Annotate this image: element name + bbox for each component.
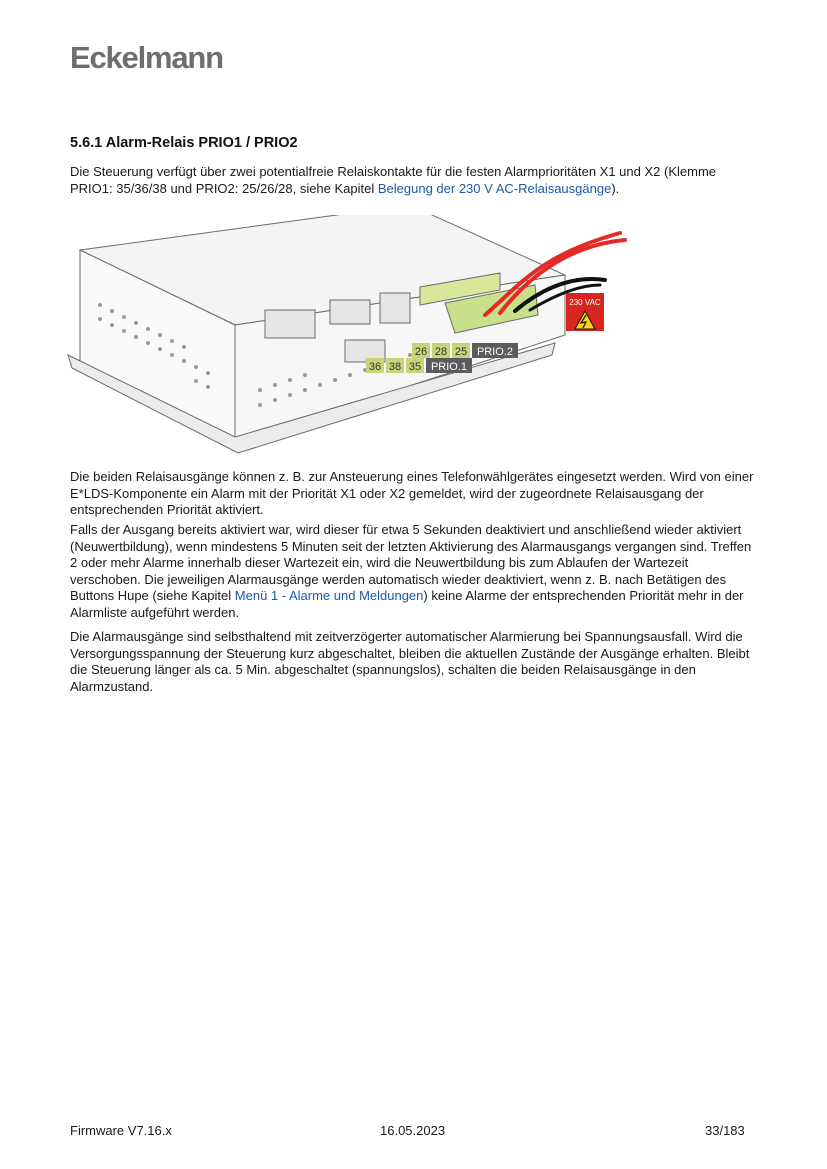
alarm-menu-link[interactable]: Menü 1 - Alarme und Meldungen <box>234 588 424 603</box>
footer-date: 16.05.2023 <box>380 1123 446 1138</box>
reactivation-text-2: ) keine Alarme der entsprechenden Priorität mehr in der Alarmliste aufgeführt werden. <box>70 588 744 620</box>
relay-outputs-link[interactable]: Belegung der 230 V AC-Relaisausgänge <box>377 180 612 196</box>
prio2-label: PRIO.2 <box>476 346 514 358</box>
footer-firmware: Firmware V7.16.x <box>70 1123 172 1138</box>
eckelmann-logo: Eckelmann <box>70 40 223 75</box>
prio2-terminal-25: 25 <box>454 346 468 358</box>
intro-text-1: Die Steuerung verfügt über zwei potentialfreie Relaiskontakte für die festen Alarmprioritäten X1 und X2 (Klemme PRIO1: 35/36/38 und PRIO2: 25/26/28, siehe Kapitel <box>70 164 717 196</box>
warning-label: 230 VAC <box>569 298 601 307</box>
reactivation-text-1: Falls der Ausgang bereits aktiviert war, wird dieser für etwa 5 Sekunden deaktiviert und anschließend wieder aktiviert (Neuwertbildung), wenn mindestens 5 Minuten seit der letzten Aktivierung des Alarmausgangs vergangen sind. Treffen 2 oder mehr Alarme innerhalb dieser Wartezeit ein, wird die Neuwertbildung bis zum Ablaufen der Wartezeit verschoben. Die jeweiligen Alarmausgänge werden automatisch wieder deaktiviert, wenn z. B. nach Betätigen des Buttons Hupe (siehe Kapitel <box>70 522 752 603</box>
prio2-terminal-28: 28 <box>434 346 448 358</box>
prio1-terminal-36: 36 <box>368 361 382 373</box>
prio1-label: PRIO.1 <box>430 361 468 373</box>
paragraph-reactivation <box>70 522 760 621</box>
prio2-terminal-26: 26 <box>414 346 428 358</box>
paragraph-self-holding: Die Alarmausgänge sind selbsthaltend mit zeitverzögerter automatischer Alarmierung bei Spannungsausfall. Wird die Versorgungsspannung der Steuerung kurz abgeschaltet, bleiben die aktuellen Zustände der Ausgänge erhalten. Bleibt die Steuerung länger als ca. 5 Min. abgeschaltet (spannungslos), schalten die beiden Relaisausgänge in den Alarmzustand. <box>70 629 750 694</box>
paragraph-relay-usage: Die beiden Relaisausgänge können z. B. zur Ansteuerung eines Telefonwählgerätes eingesetzt werden. Wird von einer E*LDS-Komponente ein Alarm mit der Priorität X1 oder X2 gemeldet, wird der zugeordnete Relaisausgang der entsprechenden Priorität aktiviert. <box>70 469 754 517</box>
intro-text-2: ). <box>611 180 620 196</box>
prio2-label-group <box>412 343 518 358</box>
high-voltage-warning <box>566 293 604 331</box>
section-title: 5.6.1 Alarm-Relais PRIO1 / PRIO2 <box>70 135 298 151</box>
prio1-terminal-38: 38 <box>388 361 402 373</box>
footer-page-number: 33/183 <box>705 1123 745 1138</box>
intro-paragraph <box>70 164 760 197</box>
prio1-label-group <box>366 358 472 373</box>
prio1-terminal-35: 35 <box>408 361 422 373</box>
controller-relay-figure <box>60 215 630 465</box>
